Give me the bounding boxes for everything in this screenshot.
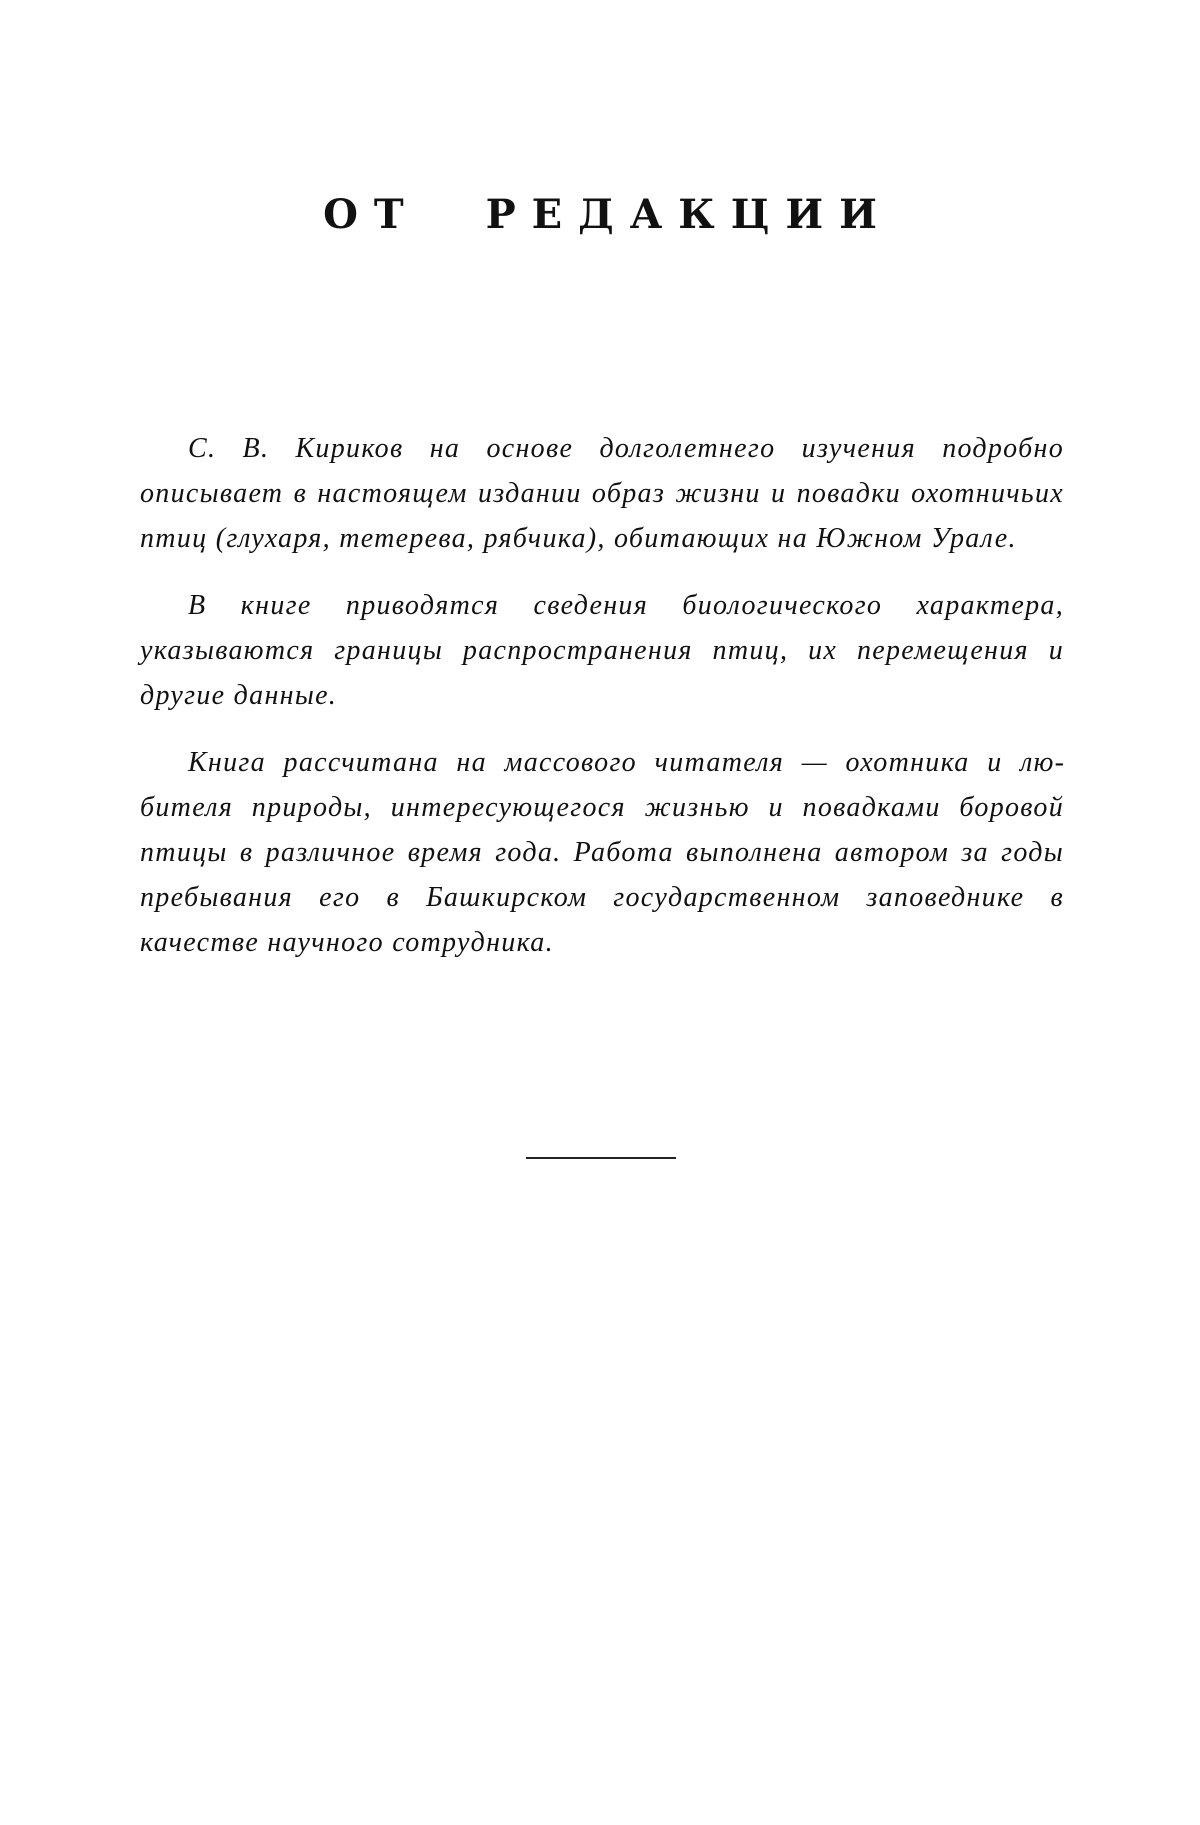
editorial-note bbox=[140, 426, 1064, 965]
section-divider bbox=[526, 1157, 676, 1159]
page-title: ОТ РЕДАКЦИИ bbox=[323, 190, 893, 238]
paragraph-1: С. В. Кириков на основе долголетнего изучения подробно описывает в настоящем издании образ жизни и повадки охотничьих птиц (глухаря, тетерева, рябчика), обитающих на Южном Урале. bbox=[140, 433, 1064, 554]
paragraph-3: Книга рассчитана на массового читателя — охотника и любителя природы, интересующегося жизнью и повадками боровой птицы в различное время года. Работа выполнена автором за годы пребывания его в Башкирском государственном заповеднике в качестве научного сотрудника. bbox=[140, 747, 1064, 958]
paragraph-2: В книге приводятся сведения биологического характера, указываются границы распространения птиц, их перемещения и другие данные. bbox=[140, 590, 1064, 711]
